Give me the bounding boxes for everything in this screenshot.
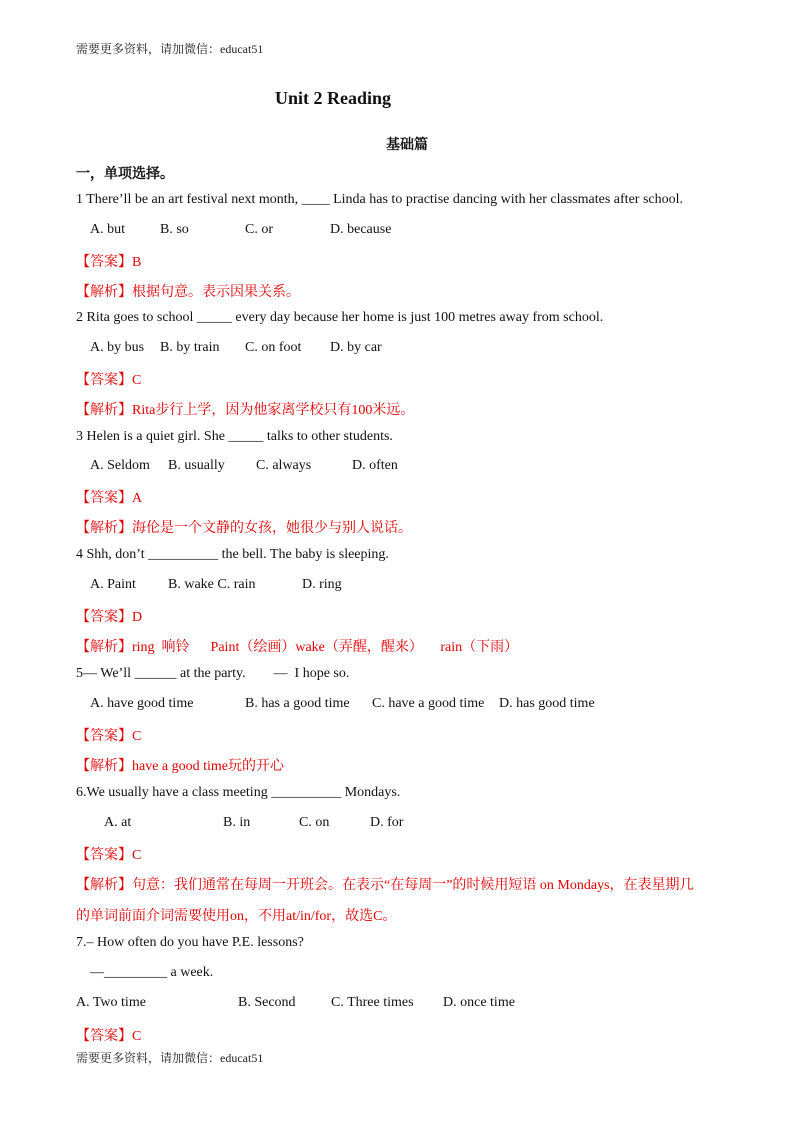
question-4-stem: 4 Shh, don’t __________ the bell. The baby is sleeping. (76, 547, 389, 562)
question-7-option-c: C. Three times (331, 995, 414, 1010)
question-2-explanation (76, 399, 414, 419)
question-3-option-d: D. often (352, 458, 398, 473)
question-1-stem: 1 There’ll be an art festival next month, ____ Linda has to practise dancing with her classmates after school. (76, 192, 683, 207)
explanation-text: ring 响铃 Paint（绘画）wake（弄醒，醒来） rain（下雨） (132, 640, 519, 655)
section-heading: 一，单项选择。 (76, 167, 174, 182)
question-6-stem: 6.We usually have a class meeting __________ Mondays. (76, 785, 401, 800)
question-2-option-b: B. by train (160, 340, 220, 355)
question-6-option-d: D. for (370, 815, 404, 830)
question-3-option-a: A. Seldom (90, 458, 150, 473)
answer-label: 【答案】 (76, 610, 132, 625)
question-3-stem: 3 Helen is a quiet girl. She _____ talks to other students. (76, 429, 393, 444)
question-5-explanation (76, 755, 284, 775)
answer-value: C (132, 848, 142, 863)
question-1-option-c: C. or (245, 222, 273, 237)
question-6-explanation (76, 874, 694, 894)
question-5-option-b: B. has a good time (245, 696, 350, 711)
question-7-stem: 7.– How often do you have P.E. lessons? (76, 935, 304, 950)
answer-value: D (132, 610, 143, 625)
question-7-option-b: B. Second (238, 995, 296, 1010)
question-3-option-b: B. usually (168, 458, 225, 473)
answer-value: C (132, 373, 142, 388)
question-1-option-a: A. but (90, 222, 125, 237)
answer-value: A (132, 491, 143, 506)
explanation-text: 句意：我们通常在每周一开班会。在表示“在每周一”的时候用短语 on Mondays，在表星期几 (132, 878, 694, 893)
question-5-option-a: A. have good time (90, 696, 194, 711)
question-4-answer (76, 606, 142, 626)
question-4-explanation (76, 636, 518, 656)
answer-label: 【答案】 (76, 373, 132, 388)
page-header: 需要更多资料，请加微信：educat51 (76, 42, 264, 56)
answer-value: B (132, 255, 142, 270)
question-6-option-b: B. in (223, 815, 251, 830)
question-2-answer (76, 369, 141, 389)
question-3-answer (76, 487, 142, 507)
question-7-option-d: D. once time (443, 995, 515, 1010)
explanation-text: Rita步行上学，因为他家离学校只有100米远。 (132, 403, 415, 418)
question-5-answer (76, 725, 141, 745)
question-7-answer (76, 1025, 141, 1045)
question-6-answer (76, 844, 141, 864)
question-1-option-d: D. because (330, 222, 392, 237)
answer-value: C (132, 1029, 142, 1044)
question-2-option-d: D. by car (330, 340, 382, 355)
question-2-option-c: C. on foot (245, 340, 302, 355)
answer-value: C (132, 729, 142, 744)
explanation-text: 根据句意。表示因果关系。 (132, 285, 300, 300)
explanation-label: 【解析】 (76, 403, 132, 418)
question-1-answer (76, 251, 141, 271)
explanation-label: 【解析】 (76, 878, 132, 893)
question-6-option-a: A. at (104, 815, 132, 830)
question-4-option-b: B. wake C. rain (168, 577, 256, 592)
question-5-option-d: D. has good time (499, 696, 595, 711)
question-4-option-a: A. Paint (90, 577, 136, 592)
explanation-label: 【解析】 (76, 640, 132, 655)
question-3-option-c: C. always (256, 458, 312, 473)
page-title: Unit 2 Reading (275, 88, 392, 108)
explanation-label: 【解析】 (76, 521, 132, 536)
answer-label: 【答案】 (76, 491, 132, 506)
explanation-label: 【解析】 (76, 759, 132, 774)
question-5-option-c: C. have a good time (372, 696, 485, 711)
question-4-option-d: D. ring (302, 577, 342, 592)
question-7-option-a: A. Two time (76, 995, 146, 1010)
question-1-option-b: B. so (160, 222, 189, 237)
explanation-text: 海伦是一个文静的女孩，她很少与别人说话。 (132, 521, 412, 536)
answer-label: 【答案】 (76, 255, 132, 270)
answer-label: 【答案】 (76, 729, 132, 744)
question-5-stem: 5— We’ll ______ at the party. — I hope so. (76, 666, 350, 681)
question-1-explanation (76, 281, 300, 301)
question-3-explanation (76, 517, 412, 537)
section-subtitle: 基础篇 (386, 138, 428, 153)
explanation-label: 【解析】 (76, 285, 132, 300)
question-6-option-c: C. on (299, 815, 330, 830)
answer-label: 【答案】 (76, 1029, 132, 1044)
answer-label: 【答案】 (76, 848, 132, 863)
question-6-explanation-continued: 的单词前面介词需要使用on，不用at/in/for，故选C。 (76, 909, 397, 924)
page-footer: 需要更多资料，请加微信：educat51 (76, 1051, 264, 1065)
question-2-option-a: A. by bus (90, 340, 145, 355)
explanation-text: have a good time玩的开心 (132, 759, 285, 774)
question-7-stem-reply: —_________ a week. (90, 965, 214, 980)
question-2-stem: 2 Rita goes to school _____ every day because her home is just 100 metres away from school. (76, 310, 604, 325)
